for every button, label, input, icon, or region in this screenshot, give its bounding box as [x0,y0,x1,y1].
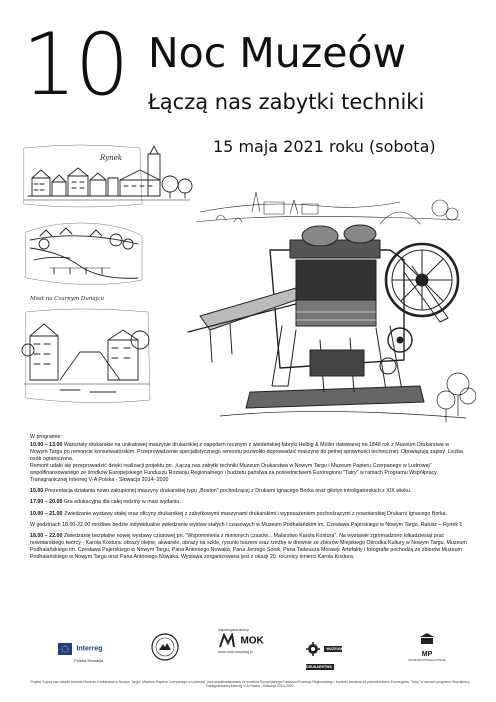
sketch-label-top: Rynek [100,154,122,162]
program-item [30,488,468,495]
mp-name: MP [421,651,433,658]
program-item-text: Gra edukacyjna dla całej rodziny w maxi wydaniu. [63,499,181,506]
illustration [20,140,476,432]
footer-note: Projekt "Łączą nas zabytki techniki Muzeum Drukarstwa w Nowym Targu i Muzeum Papieru Czerpanego w Ludrowej" jest współfinansowany ze środków Europejskiego Funduszu Rozwoju Regionalnego i budżetu państwa za pośrednictwem Euroregionu "Tatry" w ramach programu Współpracy Transgranicznej Interreg V-A Polska - Słowacja 2014-2020. [30,680,470,689]
mok-top-text: współorganizatorzy [218,628,249,632]
tatry-seal-icon [150,632,180,662]
interreg-sub: Polska-Słowacja [74,658,104,663]
program-item-text: Zwiedzanie bezpłatne nowej wystawy czasowej pn. "Wspomnienia z minionych czasów... Malarstwo Karola Kostura". Na wystawie zgromadzono kilkadziesiąt prac nowotarskiego twórcy - Karola Kostura: obrazy olejne, akwarele, obrazy na szkle, rysunki tuszem oraz rzeźbę w drewnie ze zbiorów Miejskiego Ośrodka Kultury w Nowym Targu, Muzeum Podhalańskiego im. Czesława Pajerskiego w Nowym Targu, Pana Antoniego Nowaka, Pana Jerzego Sonik, Pana Tadeusza Morawy. Artefakty i fotografie pochodzą ze zbiorów Muzeum Podhalańskiego w Nowym Targu oraz Pana Antoniego Nowaka. Wystawa zorganizowana jest z okazji 20. rocznicy śmierci Karola Kostura. [30,532,467,560]
street-sketch [22,309,150,403]
program-item-text: W godzinach 18.00-22.00 możliwe będzie indywidualne zwiedzanie wystaw stałych i czasowych w Muzeum Podhalańskim im. Czesława Pajerskiego w Nowym Targu, Ratusz – Rynek 1 [30,521,463,528]
program-item-time: 17.00 – 20.00 [30,499,63,506]
program-item-text: Prezentacja działania nowo zakupionej maszyny drukarskiej typu „Boston” pochodzącej z Drukarni Ignacego Borka oraz gilotyn introligatorskich z XIX wieku. [44,488,412,495]
program-item-text: Warsztaty drukarskie na unikatowej maszynie drukarskiej z napędem ręcznym z wiedeńskiej fabryki Helbig & Müller datowanej na 1848 rok z Muzeum Drukarstwa w Nowym Targu po remoncie konserwatorskim. Przeprowadzenie specjalistycznego remontu pozwoliło doprowadzić maszynę do pełnej sprawności technicznej. Obowiązują zapisy. Liczba osób ograniczona. [30,442,463,462]
distant-town-sketch [196,192,460,224]
program-item-time: 10.00 – 13.00 [30,442,63,448]
tatry-logo [150,632,180,667]
gear-icon [306,642,320,656]
mok-logo [218,628,278,654]
program-heading: W programie: [30,434,62,440]
interreg-name: Interreg [76,645,103,653]
mok-url: www.mok.nowytarg.pl [218,650,253,654]
program-item-time: 15.00 [30,488,44,495]
poster-title: Noc Muzeów [148,29,407,77]
program-item [30,499,468,506]
interreg-logo [58,640,118,663]
program-section [30,434,468,565]
program-item [30,533,468,561]
sketch-label-middle: Most na Czarnym Dunajcu [30,296,105,302]
mp-sub: MUZEUM PODHALAŃSKIE [408,658,446,662]
muzeum-drukarstwa-logo [306,640,366,676]
edition-number: 10 [22,15,128,115]
program-item [30,442,468,484]
event-date: 15 maja 2021 roku (sobota) [213,137,436,156]
building-icon [419,632,435,646]
mok-shape-icon [218,633,236,649]
poster-subtitle: Łączą nas zabytki techniki [148,90,425,114]
program-item-note: Remont udało się przeprowadzić dzięki realizacji projektu pn. „Łączą nas zabytki techniki Muzeum Drukarstwa w Nowym Targu i Muzeum Papieru Czerpanego w Ludrowej” współfinansowanego ze środków Europejskiego Funduszu Rozwoju Regionalnego i budżetu państwa za pośrednictwem Euroregionu "Tatry" w ramach Programu Współpracy Transgranicznej Interreg V-A Polska - Słowacja 2014- 2020 [30,463,437,483]
program-item [30,522,468,529]
program-item-text: Zwiedzanie wystawy stałej oraz oficyny drukarskiej z zabytkowymi maszynami drukarskimi i wyposażeniem pochodzącymi z nowotarskiej Drukarni Ignacego Borka. [64,510,448,517]
program-item-time: 10.00 – 21.00 [30,510,63,517]
town-square-sketch [24,145,192,207]
bridge-sketch [26,223,142,302]
partner-logos [30,628,470,678]
program-item [30,511,468,518]
program-item-time: 18.00 – 22.00 [30,532,63,539]
printing-press-drawing [188,225,458,408]
mok-name: MOK [240,635,264,647]
muzeum-podhalanskie-logo [402,632,452,662]
interreg-flag-icon [58,643,72,655]
muzeum-drukarstwa-name: MUZEUM DRUKARSTWA [306,646,343,669]
